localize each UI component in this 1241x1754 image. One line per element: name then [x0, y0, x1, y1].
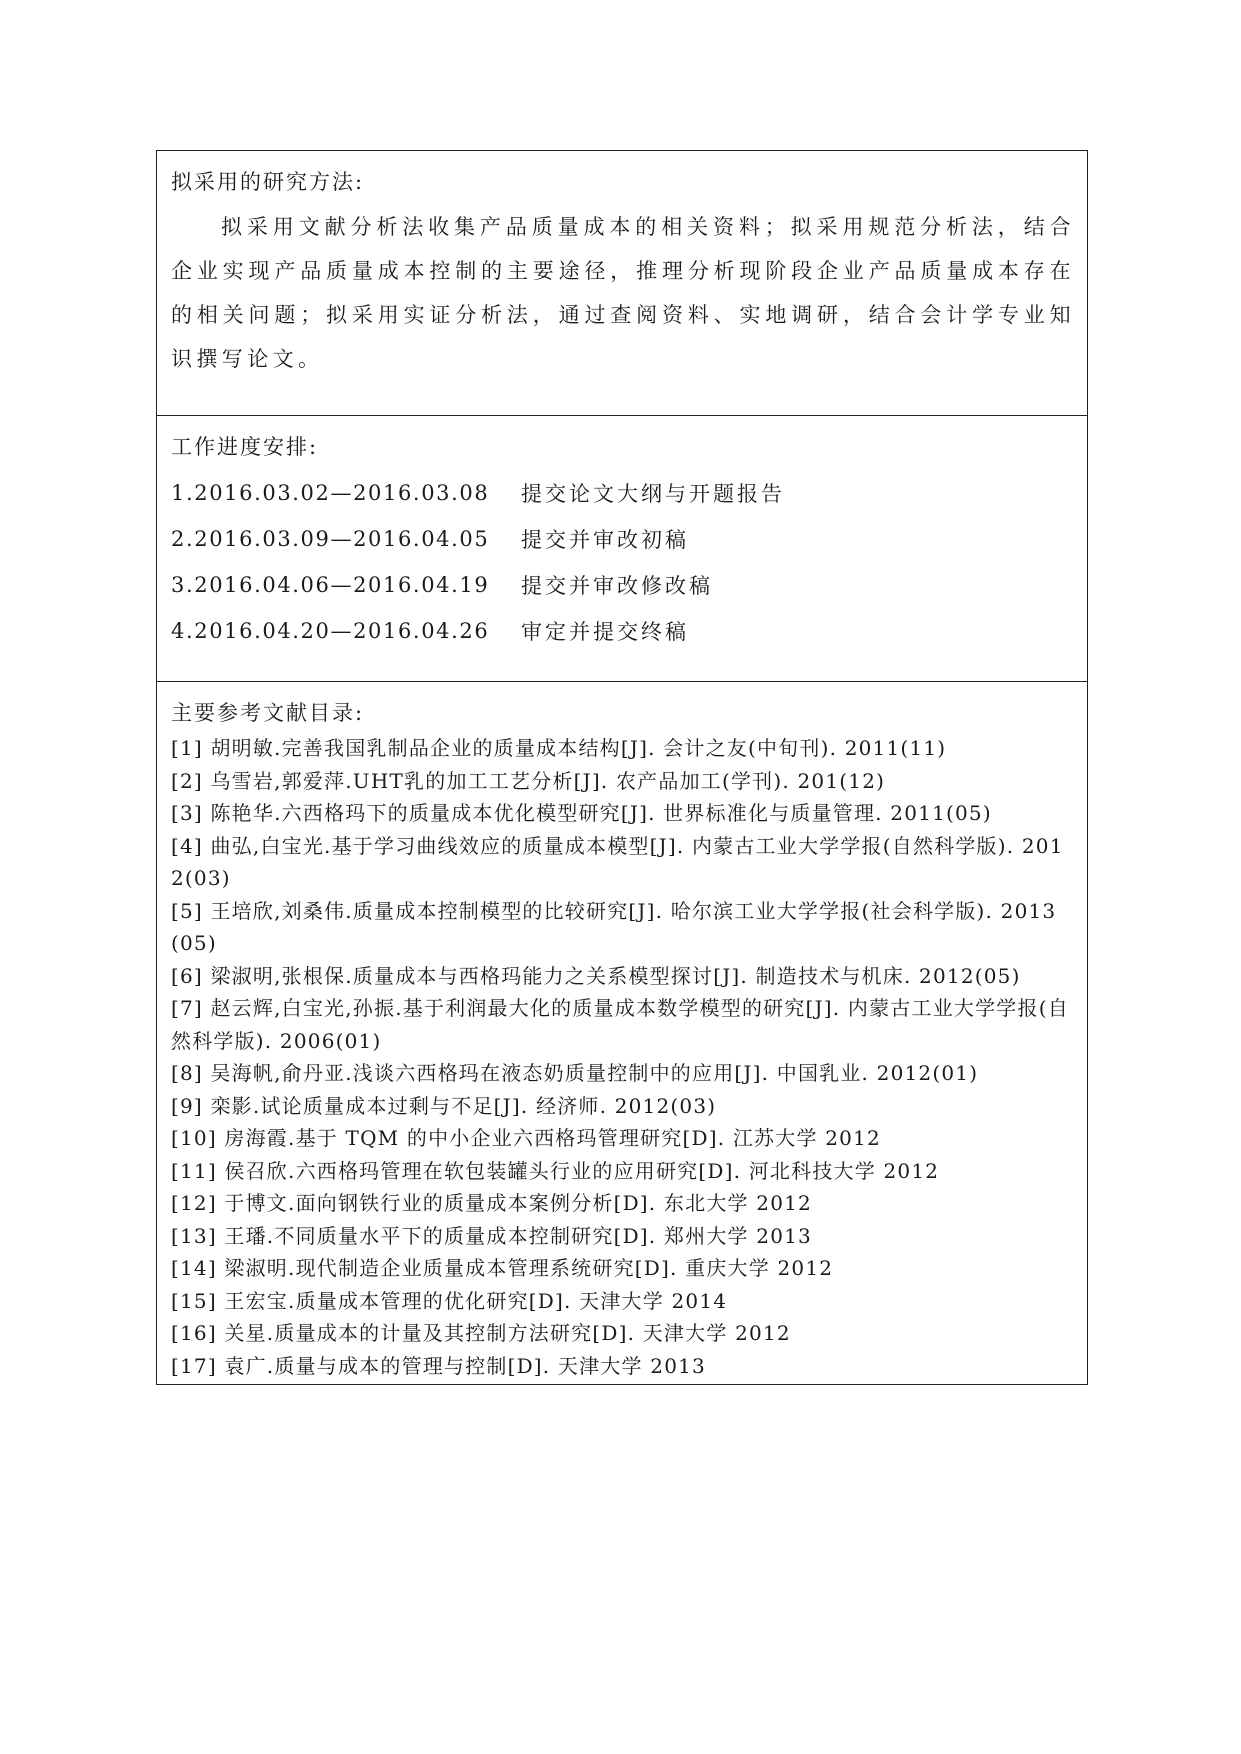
reference-item: [4] 曲弘,白宝光.基于学习曲线效应的质量成本模型[J]. 内蒙古工业大学学报(自然科学版). 2012(03) — [171, 833, 1064, 890]
schedule-date: 3.2016.04.06—2016.04.19 — [171, 573, 490, 597]
schedule-item — [171, 470, 1075, 516]
reference-item: [15] 王宏宝.质量成本管理的优化研究[D]. 天津大学 2014 — [171, 1288, 728, 1313]
reference-item: [8] 吴海帆,俞丹亚.浅谈六西格玛在液态奶质量控制中的应用[J]. 中国乳业. 2012(01) — [171, 1061, 979, 1085]
research-methods-body: 拟采用文献分析法收集产品质量成本的相关资料；拟采用规范分析法，结合企业实现产品质量成本控制的主要途径，推理分析现阶段企业产品质量成本存在的相关问题；拟采用实证分析法，通过查阅资料、实地调研，结合会计学专业知识撰写论文。 — [171, 215, 1075, 371]
schedule-item — [171, 516, 1075, 562]
schedule-task: 提交论文大纲与开题报告 — [521, 482, 785, 506]
schedule-list — [171, 470, 1075, 654]
reference-item: [3] 陈艳华.六西格玛下的质量成本优化模型研究[J]. 世界标准化与质量管理. 2011(05) — [171, 801, 992, 825]
schedule-title: 工作进度安排: — [171, 435, 319, 459]
references-section — [157, 682, 1087, 1384]
schedule-section — [157, 416, 1087, 682]
proposal-form-table — [156, 150, 1088, 1385]
reference-item: [14] 梁淑明.现代制造企业质量成本管理系统研究[D]. 重庆大学 2012 — [171, 1256, 834, 1280]
reference-item: [1] 胡明敏.完善我国乳制品企业的质量成本结构[J]. 会计之友(中旬刊). 2011(11) — [171, 736, 947, 760]
reference-item: [11] 侯召欣.六西格玛管理在软包装罐头行业的应用研究[D]. 河北科技大学 2012 — [171, 1158, 940, 1183]
schedule-date: 1.2016.03.02—2016.03.08 — [171, 481, 490, 505]
reference-item: [13] 王璠.不同质量水平下的质量成本控制研究[D]. 郑州大学 2013 — [171, 1223, 812, 1248]
reference-item: [16] 关星.质量成本的计量及其控制方法研究[D]. 天津大学 2012 — [171, 1321, 791, 1345]
schedule-task: 审定并提交终稿 — [521, 620, 689, 644]
references-title: 主要参考文献目录: — [171, 701, 365, 725]
reference-item: [9] 栾影.试论质量成本过剩与不足[J]. 经济师. 2012(03) — [171, 1093, 717, 1118]
reference-item: [12] 于博文.面向钢铁行业的质量成本案例分析[D]. 东北大学 2012 — [171, 1191, 812, 1215]
reference-item: [17] 袁广.质量与成本的管理与控制[D]. 天津大学 2013 — [171, 1353, 706, 1378]
references-list — [171, 732, 1075, 1382]
reference-item: [6] 梁淑明,张根保.质量成本与西格玛能力之关系模型探讨[J]. 制造技术与机床. 2012(05) — [171, 963, 1021, 988]
reference-item: [2] 乌雪岩,郭爱萍.UHT乳的加工工艺分析[J]. 农产品加工(学刊). 201(12) — [171, 768, 886, 793]
schedule-date: 4.2016.04.20—2016.04.26 — [171, 619, 490, 643]
research-methods-title: 拟采用的研究方法: — [171, 170, 365, 194]
reference-item: [5] 王培欣,刘桑伟.质量成本控制模型的比较研究[J]. 哈尔滨工业大学学报(社会科学版). 2013(05) — [171, 898, 1057, 955]
research-methods-section — [157, 151, 1087, 416]
schedule-item — [171, 608, 1075, 654]
schedule-task: 提交并审改修改稿 — [521, 574, 713, 598]
schedule-date: 2.2016.03.09—2016.04.05 — [171, 527, 490, 551]
reference-item: [7] 赵云辉,白宝光,孙振.基于利润最大化的质量成本数学模型的研究[J]. 内蒙古工业大学学报(自然科学版). 2006(01) — [171, 996, 1069, 1053]
schedule-task: 提交并审改初稿 — [521, 528, 689, 552]
schedule-item — [171, 562, 1075, 608]
reference-item: [10] 房海霞.基于 TQM 的中小企业六西格玛管理研究[D]. 江苏大学 2012 — [171, 1126, 881, 1150]
